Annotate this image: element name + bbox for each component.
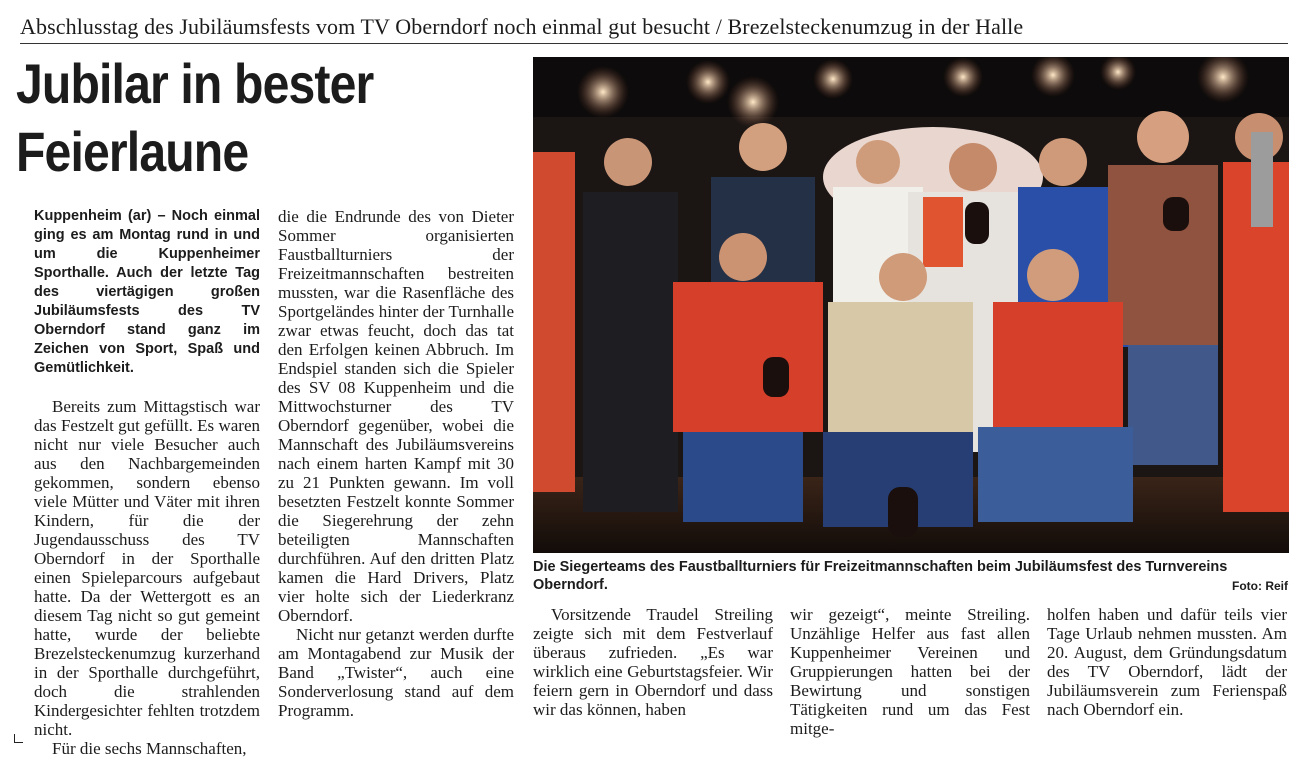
- col2-paragraph-1: die die Endrunde des von Dieter Sommer organisierten Faustballturniers der Freizeitmannschaften bestreiten mussten, war die Rasenfläche des Sportgeländes hinter der Turnhalle zwar etwas feucht, doch das tat den Erfolgen keinen Abbruch. Im Endspiel standen sich die Spieler des SV 08 Kuppenheim und die Mittwochsturner des TV Oberndorf gegenüber, wobei die Mannschaft des Jubiläumsvereins nach einem harten Kampf mit 30 zu 21 Punkten gewann. Im voll besetzten Festzelt konnte Sommer die Siegerehrung der zehn beteiligten Mannschaften durchführen. Auf den dritten Platz kamen die Hard Drivers, Platz vier holte sich der Liederkranz Oberndorf.: [278, 207, 514, 625]
- article-column-3: [533, 605, 773, 719]
- article-column-5: [1047, 605, 1287, 719]
- col5-paragraph-1: holfen haben und dafür teils vier Tage Urlaub nehmen mussten. Am 20. August, dem Gründungsdatum des TV Oberndorf, lädt der Jubiläumsverein zum Ferienspaß nach Oberndorf ein.: [1047, 605, 1287, 719]
- col3-paragraph-1: Vorsitzende Traudel Streiling zeigte sich mit dem Festverlauf überaus zufrieden. „Es war wirklich eine Geburtstagsfeier. Wir feiern gern in Oberndorf und dass wir das können, haben: [533, 605, 773, 719]
- kicker-line: Abschlusstag des Jubiläumsfests vom TV Oberndorf noch einmal gut besucht / Brezelsteckenumzug in der Halle: [20, 14, 1024, 39]
- headline: [16, 50, 446, 186]
- crop-mark: [14, 734, 23, 743]
- col4-paragraph-1: wir gezeigt“, meinte Streiling. Unzählige Helfer aus fast allen Kuppenheimer Vereinen und Gruppierungen hatten bei der Bewirtung und sonstigen Tätigkeiten rund um das Fest mitge-: [790, 605, 1030, 738]
- team-photo: [533, 57, 1289, 553]
- headline-line-1: Jubilar in bester: [16, 52, 374, 115]
- photo-caption: Die Siegerteams des Faustballturniers für Freizeitmannschaften beim Jubiläumsfest des Turnvereins Oberndorf.: [533, 559, 1228, 593]
- photo-credit: Foto: Reif: [1232, 579, 1288, 593]
- col2-paragraph-2: Nicht nur getanzt werden durfte am Montagabend zur Musik der Band „Twister“, auch eine Sonderverlosung stand auf dem Programm.: [278, 625, 514, 720]
- col1-paragraph-2: Für die sechs Mannschaften,: [52, 739, 247, 758]
- article-column-4: [790, 605, 1030, 738]
- article-column-1: [34, 207, 260, 758]
- header-rule: [20, 43, 1288, 44]
- headline-line-2: Feierlaune: [16, 120, 249, 183]
- article-column-2: [278, 207, 514, 720]
- article-lead: Kuppenheim (ar) – Noch einmal ging es am Montag rund in und um die Kuppenheimer Sporthalle. Auch der letzte Tag des viertägigen großen Jubiläumsfests des TV Oberndorf stand ganz im Zeichen von Sport, Spaß und Gemütlichkeit.: [34, 208, 260, 376]
- col1-paragraph-1: Bereits zum Mittagstisch war das Festzelt gut gefüllt. Es waren nicht nur viele Besucher auch aus den Nachbargemeinden gekommen, sondern ebenso viele Mütter und Väter mit ihren Kindern, für die der Jugendausschuss des TV Oberndorf in der Sporthalle einen Spieleparcours aufgebaut hatte. Da der Wettergott es an diesem Tag nicht so gut gemeint hatte, wurde der beliebte Brezelsteckenumzug kurzerhand in der Sporthalle durchgeführt, doch die strahlenden Kindergesichter fehlten trotzdem nicht.: [34, 397, 260, 739]
